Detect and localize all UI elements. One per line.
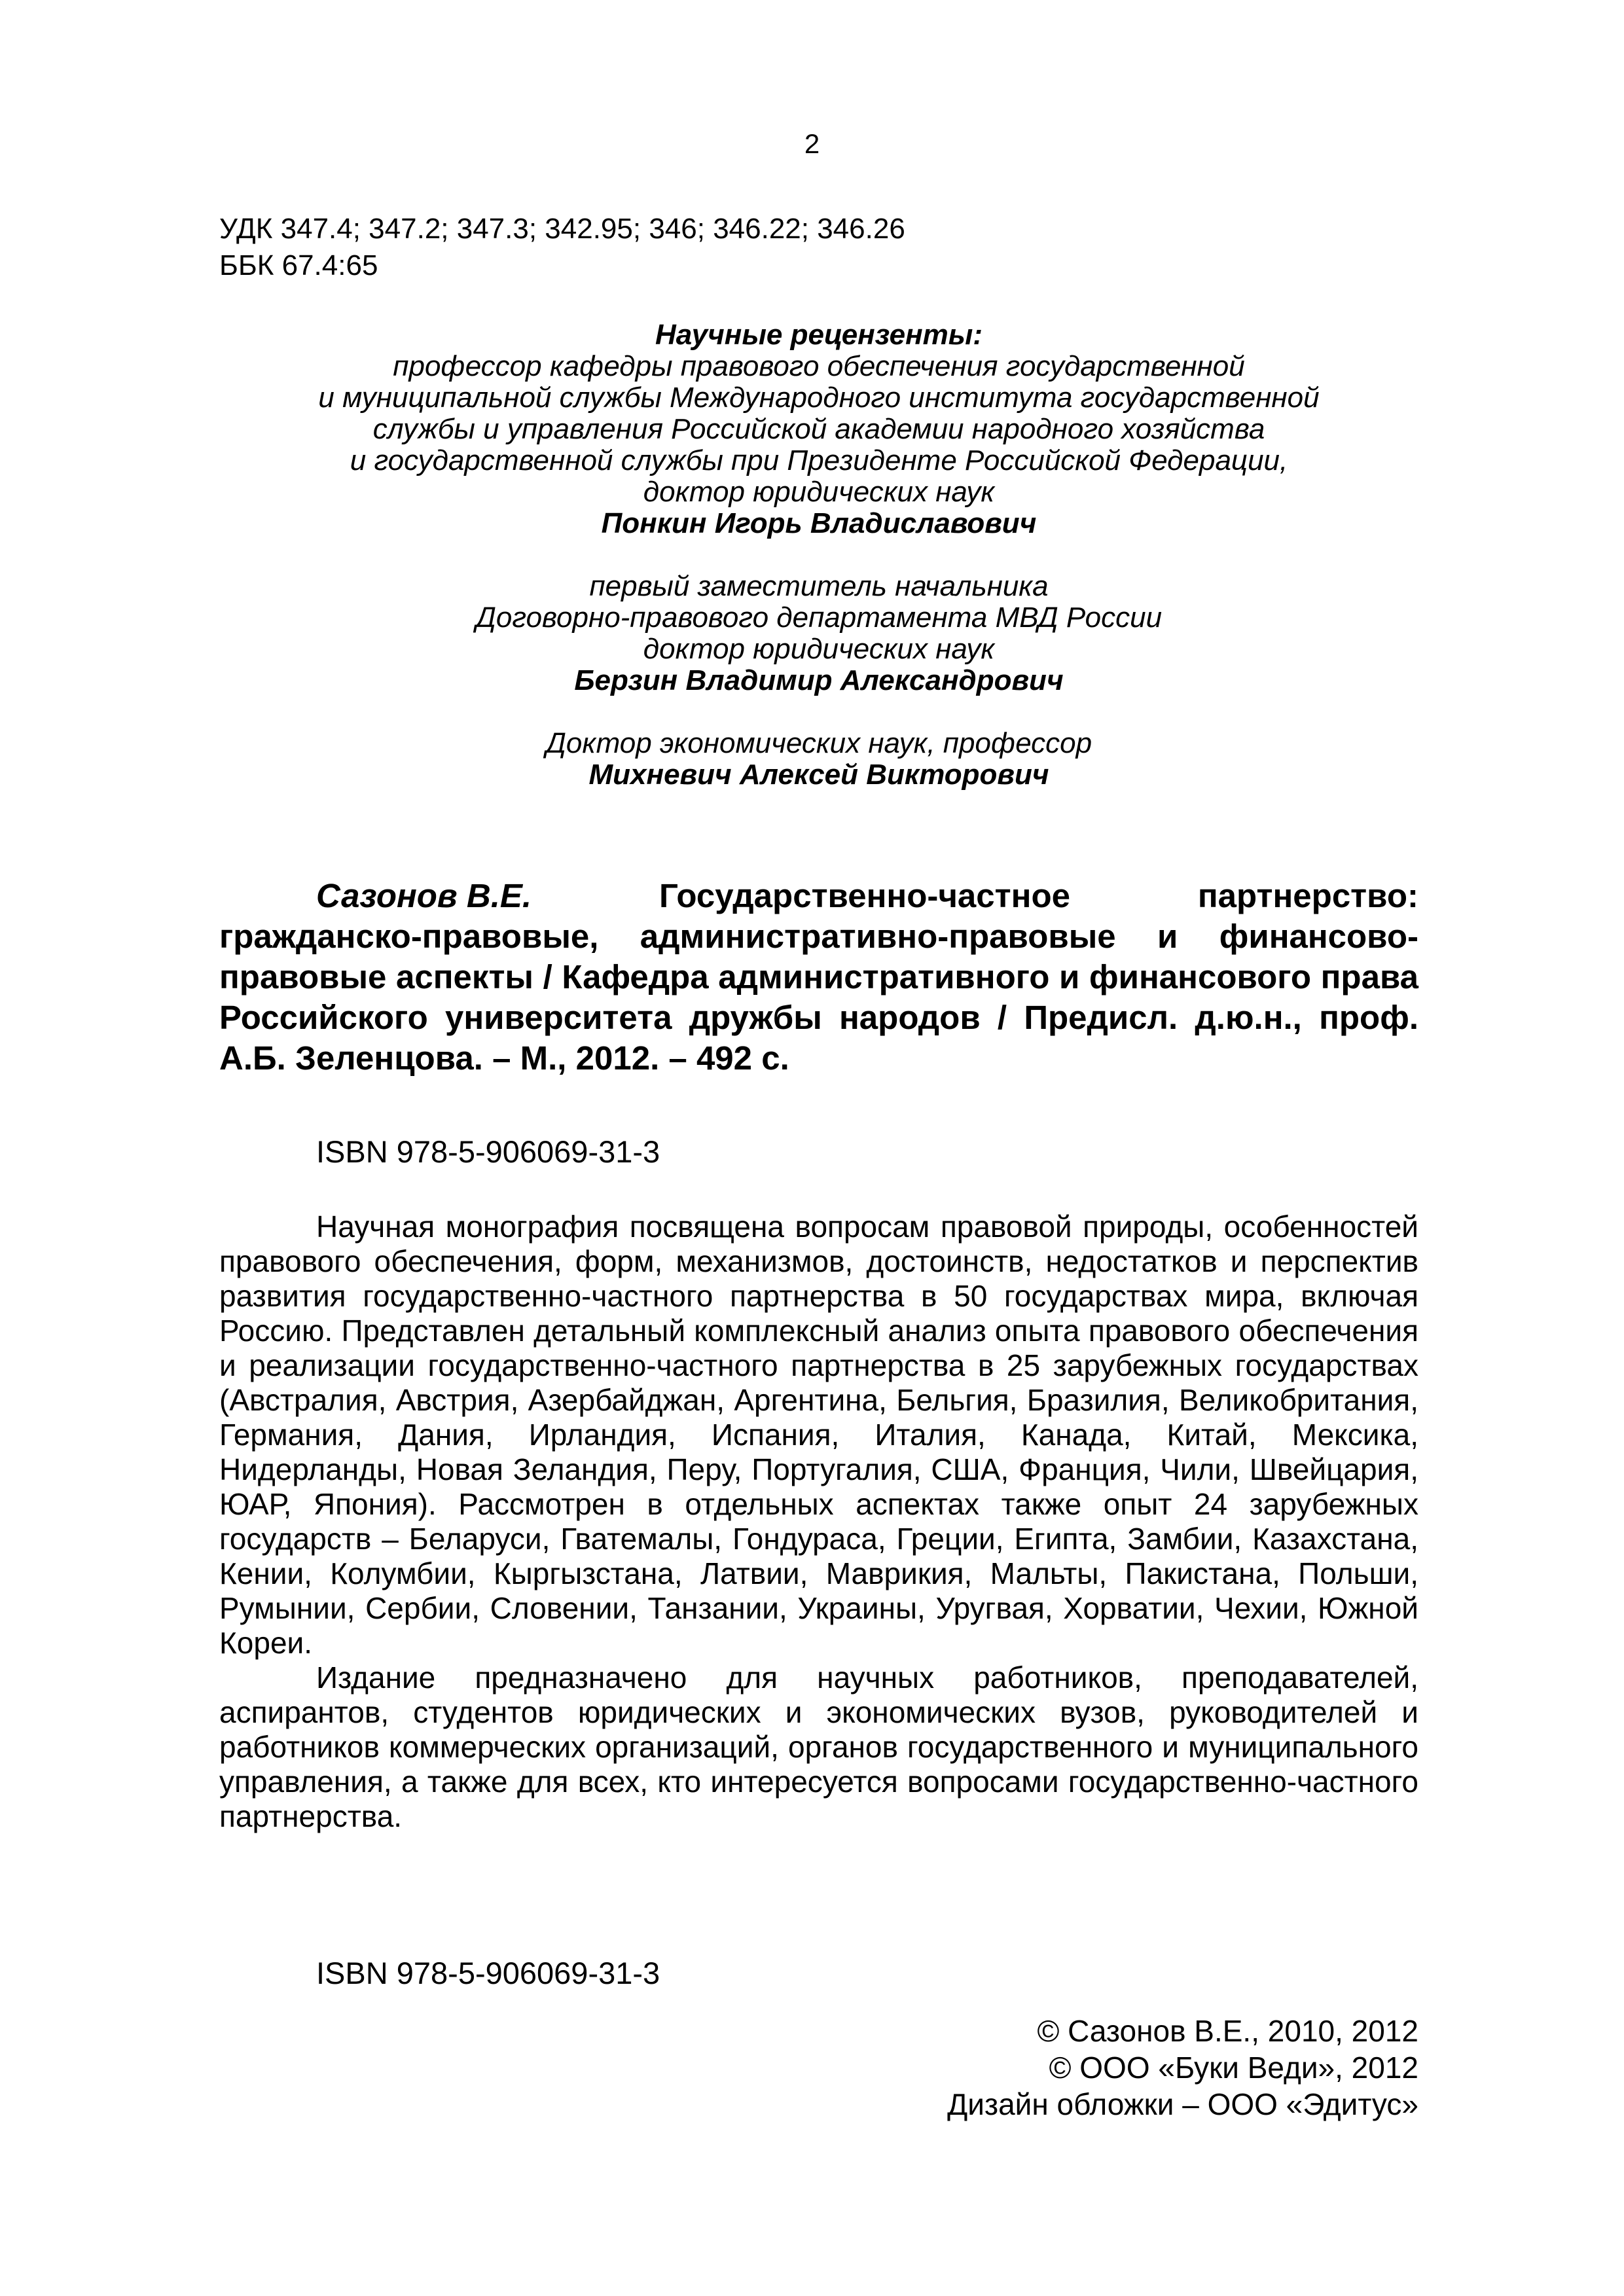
bib-title-word: Государственно-частное — [659, 877, 1070, 914]
reviewer-3-line: Доктор экономических наук, профессор — [545, 727, 1092, 759]
bib-rest: гражданско-правовые, административно-правовые и финансово-правовые аспекты / Кафедра административного и финансового права Российского университета дружбы народов / Предисл. д.ю.н., проф. А.Б. Зеленцова. – М., 2012. – 492 с. — [219, 918, 1418, 1077]
cover-design-credit: Дизайн обложки – ООО «Эдитус» — [947, 2087, 1418, 2121]
isbn-top: ISBN 978-5-906069-31-3 — [316, 1134, 660, 1169]
reviewers-heading: Научные рецензенты: — [655, 319, 983, 351]
copyright-publisher: © ООО «Буки Веди», 2012 — [1049, 2051, 1418, 2085]
reviewer-1-line: доктор юридических наук — [643, 476, 995, 508]
copyright-block — [947, 2013, 1418, 2123]
reviewer-1-line: и государственной службы при Президенте Российской Федерации, — [350, 444, 1288, 476]
isbn-bottom: ISBN 978-5-906069-31-3 — [316, 1956, 660, 1990]
reviewer-2-line: первый заместитель начальника — [589, 570, 1049, 602]
reviewer-1-line: профессор кафедры правового обеспечения государственной — [393, 350, 1245, 382]
reviewer-2-line: Договорно-правового департамента МВД России — [475, 601, 1163, 634]
annotation-paragraph: Издание предназначено для научных работников, преподавателей, аспирантов, студентов юридических и экономических вузов, руководителей и работников коммерческих организаций, органов государственного и муниципального управления, а также для всех, кто интересуется вопросами государственно-частного партнерства. — [219, 1660, 1418, 1833]
reviewer-2-name: Берзин Владимир Александрович — [574, 664, 1064, 696]
reviewer-1 — [219, 351, 1418, 539]
reviewer-1-line: и муниципальной службы Международного института государственной — [318, 382, 1320, 414]
reviewer-2 — [219, 571, 1418, 696]
reviewer-1-line: службы и управления Российской академии народного хозяйства — [372, 413, 1265, 445]
udk-index: УДК 347.4; 347.2; 347.3; 342.95; 346; 346.22; 346.26 — [219, 213, 905, 245]
annotation — [219, 1210, 1418, 1834]
classification-block — [219, 211, 905, 284]
bib-author: Сазонов В.Е. — [316, 877, 532, 914]
bib-title-word: партнерство: — [1197, 877, 1418, 914]
reviewer-3-name: Михневич Алексей Викторович — [588, 759, 1049, 791]
reviewer-1-name: Понкин Игорь Владиславович — [601, 507, 1037, 539]
bibliographic-record — [219, 876, 1418, 1079]
reviewer-2-line: доктор юридических наук — [643, 633, 995, 665]
reviewer-3 — [219, 728, 1418, 791]
copyright-author: © Сазонов В.Е., 2010, 2012 — [1037, 2014, 1418, 2048]
reviewers-block — [219, 319, 1418, 791]
bib-first-line — [219, 876, 1418, 916]
page-number: 2 — [804, 128, 820, 159]
annotation-paragraph: Научная монография посвящена вопросам правовой природы, особенностей правового обеспечения, форм, механизмов, достоинств, недостатков и перспектив развития государственно-частного партнерства в 50 государствах мира, включая Россию. Представлен детальный комплексный анализ опыта правового обеспечения и реализации государственно-частного партнерства в 25 зарубежных государствах (Австралия, Австрия, Азербайджан, Аргентина, Бельгия, Бразилия, Великобритания, Германия, Дания, Ирландия, Испания, Италия, Канада, Китай, Мексика, Нидерланды, Новая Зеландия, Перу, Португалия, США, Франция, Чили, Швейцария, ЮАР, Япония). Рассмотрен в отдельных аспектах также опыт 24 зарубежных государств – Беларуси, Гватемалы, Гондураса, Греции, Египта, Замбии, Казахстана, Кении, Колумбии, Кыргызстана, Латвии, Маврикия, Мальты, Пакистана, Польши, Румынии, Сербии, Словении, Танзании, Украины, Уругвая, Хорватии, Чехии, Южной Кореи. — [219, 1210, 1418, 1660]
bbk-index: ББК 67.4:65 — [219, 249, 378, 281]
